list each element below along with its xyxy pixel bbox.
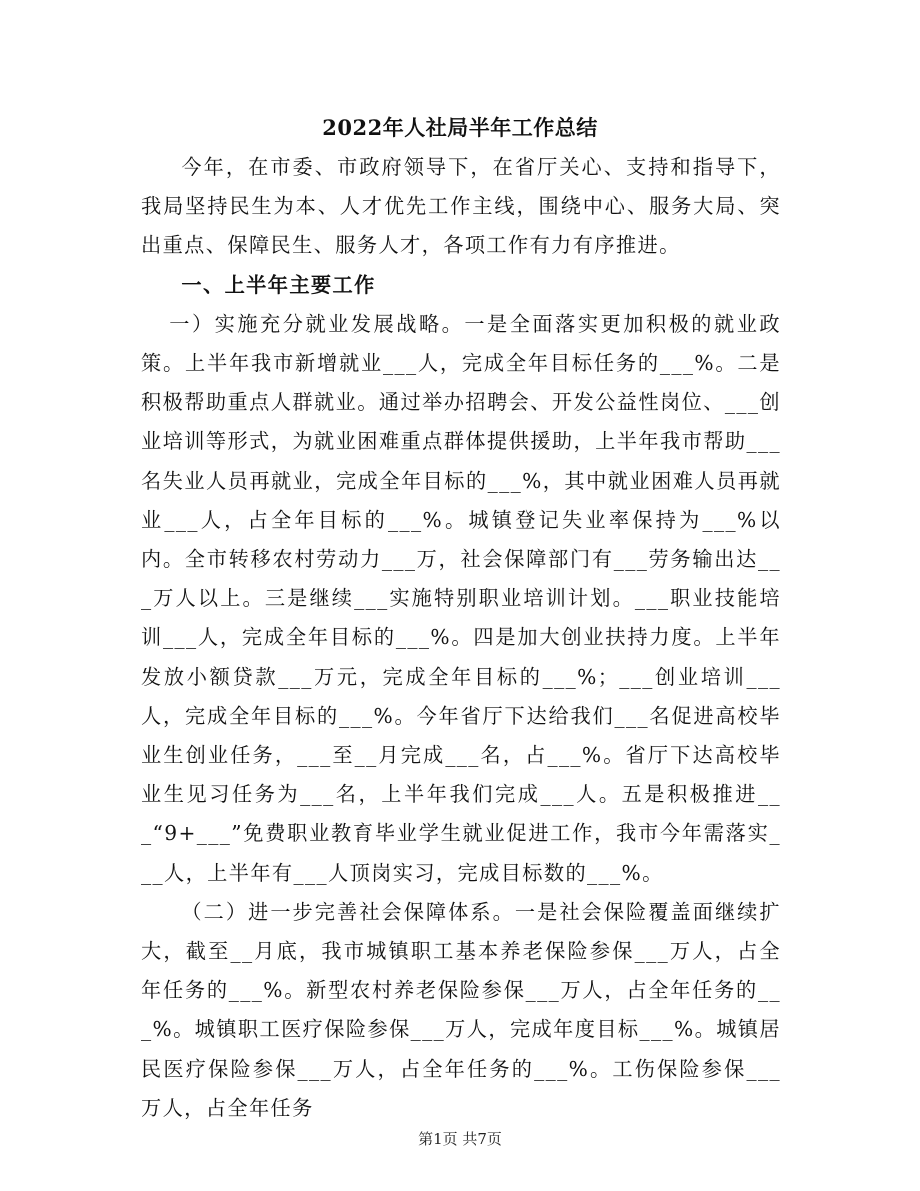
paragraph-intro: 今年，在市委、市政府领导下，在省厅关心、支持和指导下，我局坚持民生为本、人才优先工作主线，围绕中心、服务大局、突出重点、保障民生、服务人才，各项工作有力有序推进。 (141, 155, 781, 258)
page-number: 第1页 共7页 (418, 1130, 502, 1148)
document-title: 2022年人社局半年工作总结 (322, 115, 598, 140)
document-body (141, 148, 781, 1128)
paragraph-social-security: （二）进一步完善社会保障体系。一是社会保险覆盖面继续扩大，截至__月底，我市城镇职工基本养老保险参保___万人，占全年任务的___%。新型农村养老保险参保___万人，占全年任务的___%。城镇职工医疗保险参保___万人，完成年度目标___%。城镇居民医疗保险参保___万人，占全年任务的___%。工伤保险参保___万人，占全年任务 (141, 899, 781, 1120)
paragraph-employment: 一）实施充分就业发展战略。一是全面落实更加积极的就业政策。上半年我市新增就业___人，完成全年目标任务的___%。二是积极帮助重点人群就业。通过举办招聘会、开发公益性岗位、___创业培训等形式，为就业困难重点群体提供援助，上半年我市帮助___名失业人员再就业，完成全年目标的___%，其中就业困难人员再就业___人，占全年目标的___%。城镇登记失业率保持为___%以内。全市转移农村劳动力___万，社会保障部门有___劳务输出达___万人以上。三是继续___实施特别职业培训计划。___职业技能培训___人，完成全年目标的___%。四是加大创业扶持力度。上半年发放小额贷款___万元，完成全年目标的___%；___创业培训___人，完成全年目标的___%。今年省厅下达给我们___名促进高校毕业生创业任务，___至__月完成___名，占___%。省厅下达高校毕业生见习任务为___名，上半年我们完成___人。五是积极推进___“9+___”免费职业教育毕业学生就业促进工作，我市今年需落实___人，上半年有___人顶岗实习，完成目标数的___%。 (141, 311, 781, 885)
section-heading: 一、上半年主要工作 (181, 272, 376, 297)
